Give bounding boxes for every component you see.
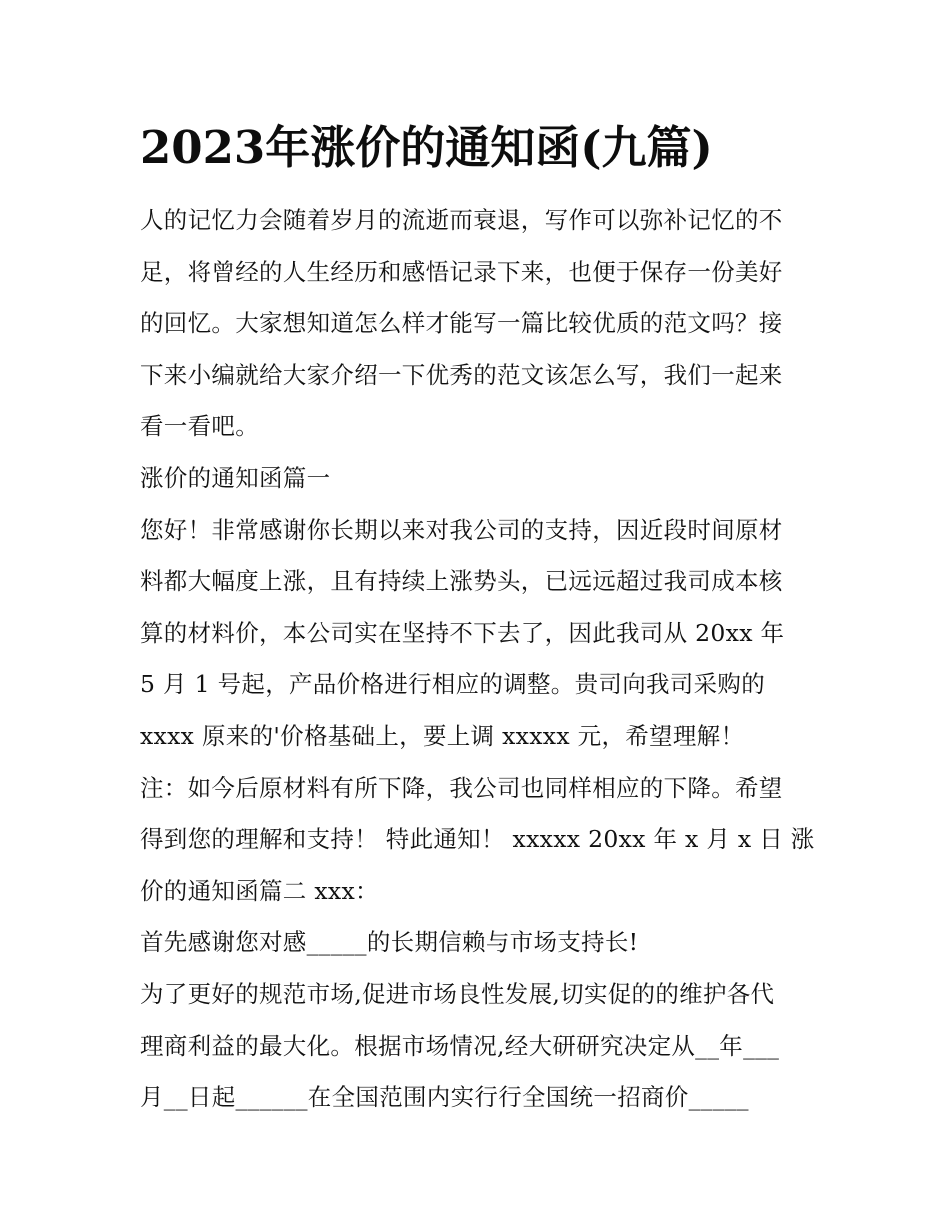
text-line: 理商利益的最大化。根据市场情况,经大研研究决定从__年___ bbox=[140, 1031, 780, 1060]
text-line: 为了更好的规范市场,促进市场良性发展,切实促的的维护各代 bbox=[140, 979, 775, 1008]
text-line: 价的通知函篇二 xxx： bbox=[140, 876, 379, 905]
document-title: 2023年涨价的通知函(九篇) bbox=[140, 121, 713, 174]
text-line: 下来小编就给大家介绍一下优秀的范文该怎么写，我们一起来 bbox=[140, 360, 783, 389]
section-heading: 涨价的通知函篇一 bbox=[140, 463, 331, 492]
text-line: 5 月 1 号起，产品价格进行相应的调整。贵司向我司采购的 bbox=[140, 670, 766, 699]
text-line: 看一看吧。 bbox=[140, 412, 259, 441]
document-body bbox=[140, 195, 820, 1124]
text-line: 足，将曾经的人生经历和感悟记录下来，也便于保存一份美好 bbox=[140, 257, 783, 286]
text-line: 的回忆。大家想知道怎么样才能写一篇比较优质的范文吗？接 bbox=[140, 309, 783, 338]
text-line: xxxx 原来的'价格基础上，要上调 xxxxx 元，希望理解！ bbox=[140, 721, 745, 750]
text-line: 首先感谢您对感_____的长期信赖与市场支持长! bbox=[140, 928, 639, 957]
text-line: 您好！非常感谢你长期以来对我公司的支持，因近段时间原材 bbox=[140, 515, 783, 544]
text-line: 月__日起______在全国范围内实行行全国统一招商价_____ bbox=[140, 1083, 749, 1112]
text-line: 料都大幅度上涨，且有持续上涨势头，已远远超过我司成本核 bbox=[140, 567, 783, 596]
text-line: 注：如今后原材料有所下降，我公司也同样相应的下降。希望 bbox=[140, 773, 783, 802]
text-line: 得到您的理解和支持！ 特此通知！ xxxxx 20xx 年 x 月 x 日 涨 bbox=[140, 825, 815, 854]
text-line: 人的记忆力会随着岁月的流逝而衰退，写作可以弥补记忆的不 bbox=[140, 206, 783, 234]
text-line: 算的材料价，本公司实在坚持不下去了，因此我司从 20xx 年 bbox=[140, 618, 785, 647]
